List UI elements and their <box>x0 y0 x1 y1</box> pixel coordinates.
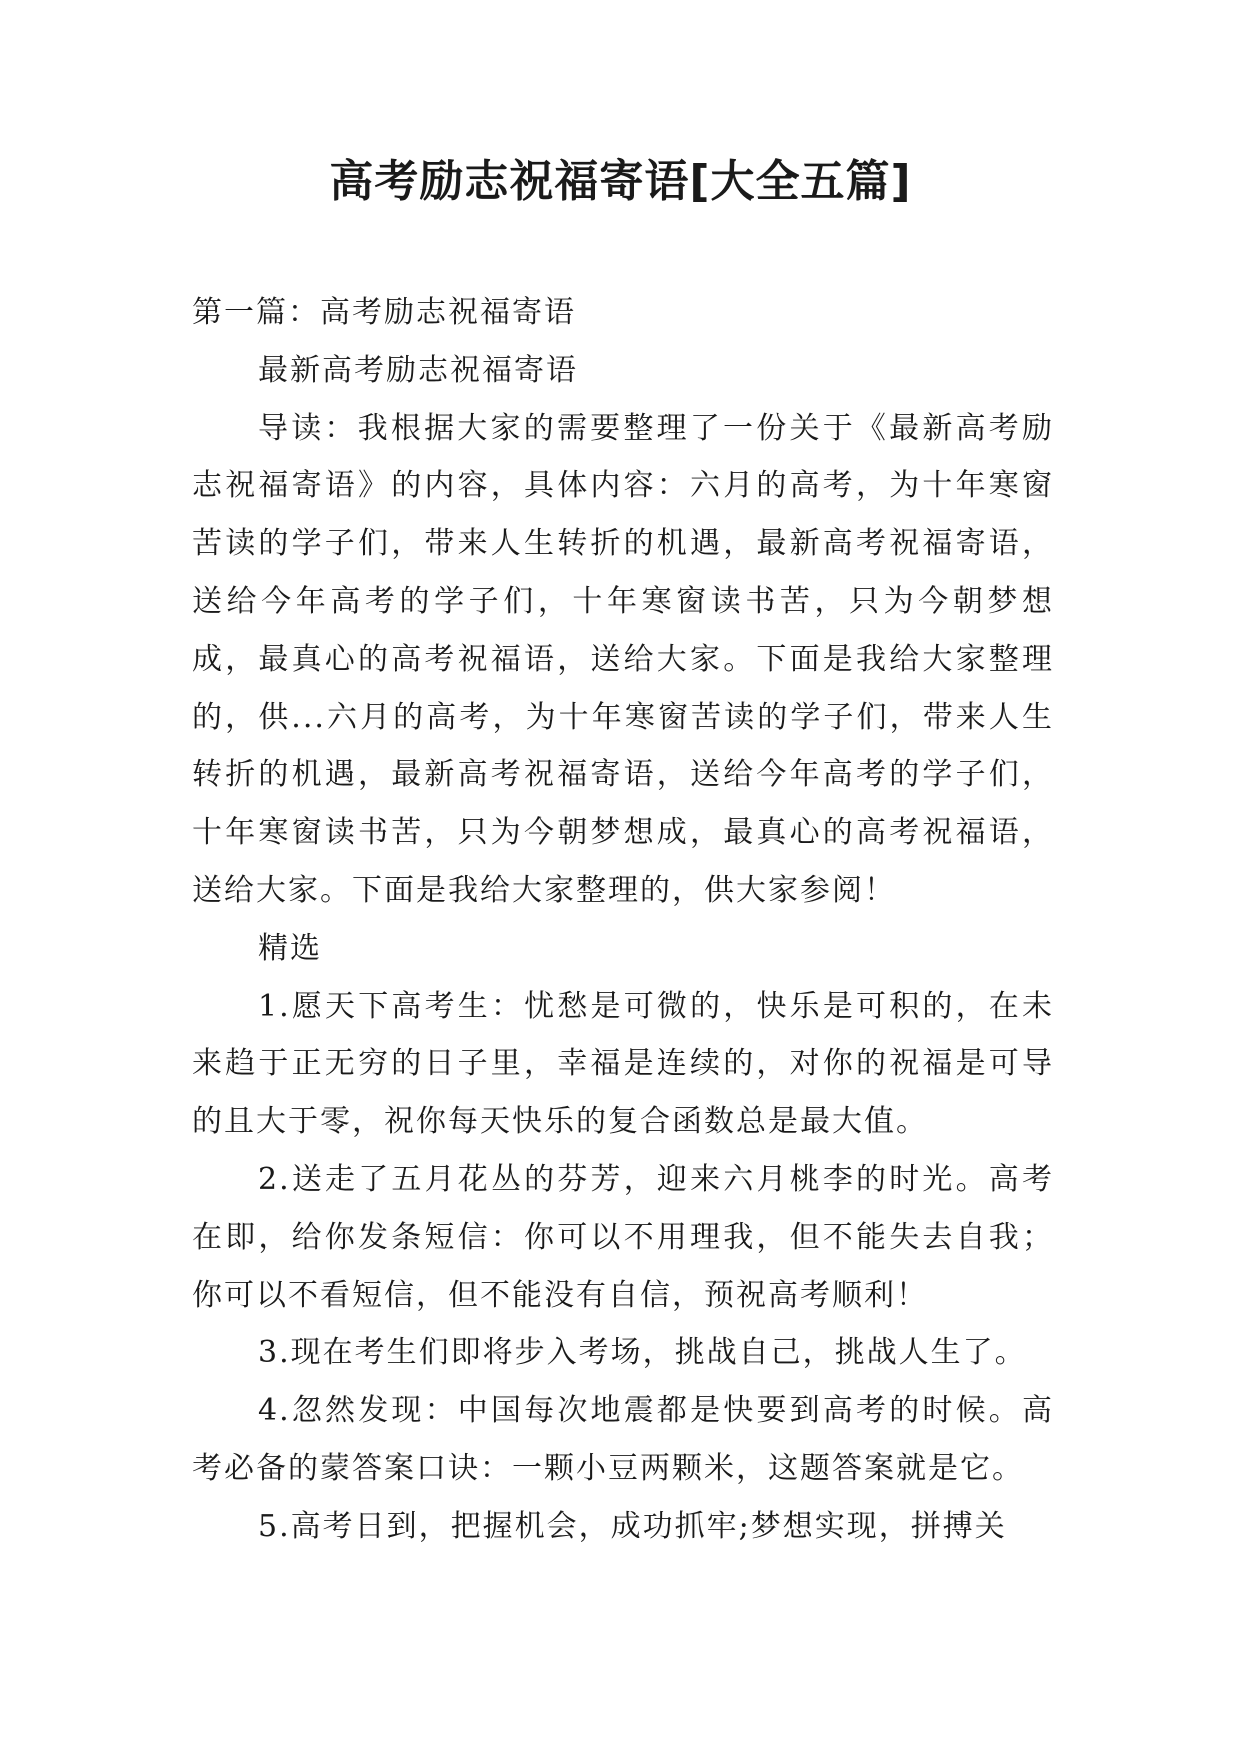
blessing-item-2: 2.送走了五月花丛的芬芳，迎来六月桃李的时光。高考在即，给你发条短信：你可以不用理我，但不能失去自我；你可以不看短信，但不能没有自信，预祝高考顺利！ <box>192 1161 1054 1313</box>
blessing-item-3: 3.现在考生们即将步入考场，挑战自己，挑战人生了。 <box>258 1335 1027 1371</box>
selection-label: 精选 <box>258 930 322 966</box>
intro-paragraph: 导读：我根据大家的需要整理了一份关于《最新高考励志祝福寄语》的内容，具体内容：六月的高考，为十年寒窗苦读的学子们，带来人生转折的机遇，最新高考祝福寄语，送给今年高考的学子们，十年寒窗读书苦，只为今朝梦想成，最真心的高考祝福语，送给大家。下面是我给大家整理的，供...六月的高考，为十年寒窗苦读的学子们，带来人生转折的机遇，最新高考祝福寄语，送给今年高考的学子们，十年寒窗读书苦，只为今朝梦想成，最真心的高考祝福语，送给大家。下面是我给大家整理的，供大家参阅！ <box>192 410 1054 908</box>
section-subtitle: 最新高考励志祝福寄语 <box>258 352 578 388</box>
blessing-item-4: 4.忽然发现：中国每次地震都是快要到高考的时候。高考必备的蒙答案口诀：一颗小豆两颗米，这题答案就是它。 <box>192 1393 1054 1486</box>
section-heading: 第一篇：高考励志祝福寄语 <box>192 295 576 330</box>
blessing-item-5: 5.高考日到，把握机会，成功抓牢;梦想实现，拼搏关 <box>258 1508 1007 1544</box>
blessing-item-1: 1.愿天下高考生：忧愁是可微的，快乐是可积的，在未来趋于正无穷的日子里，幸福是连续的，对你的祝福是可导的且大于零，祝你每天快乐的复合函数总是最大值。 <box>192 988 1054 1140</box>
document-title: 高考励志祝福寄语[大全五篇] <box>329 156 912 207</box>
document-body <box>192 284 1054 1556</box>
